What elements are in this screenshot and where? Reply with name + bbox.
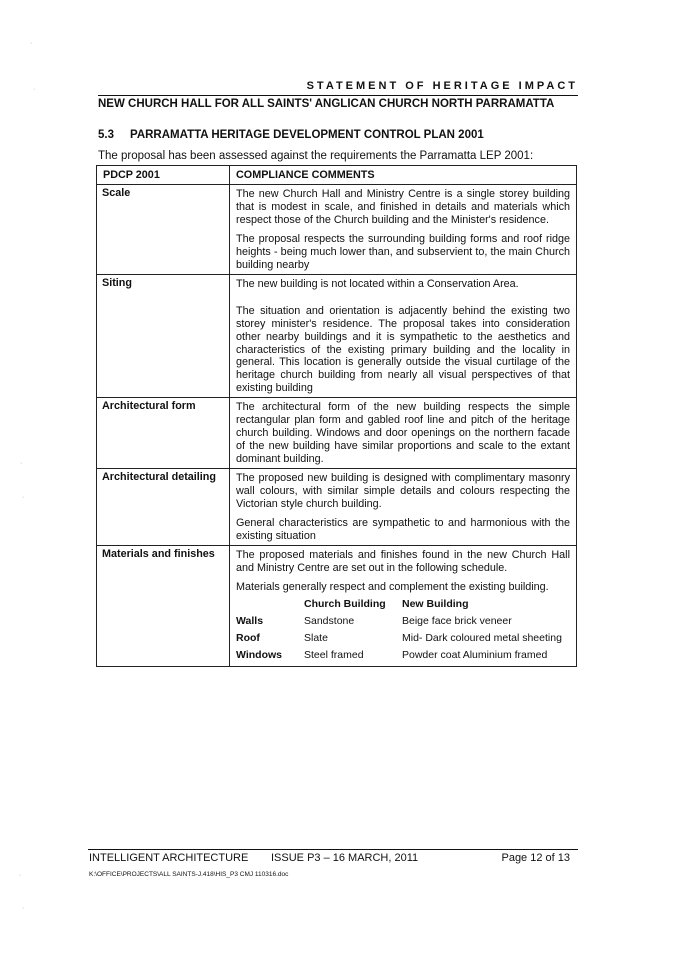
- materials-schedule: [236, 596, 570, 664]
- document-type: STATEMENT OF HERITAGE IMPACT: [306, 80, 578, 92]
- row-label: Architectural detailing: [97, 469, 230, 546]
- scan-mark: ·: [19, 872, 22, 879]
- table-header-row: [97, 166, 577, 185]
- footer-company: INTELLIGENT ARCHITECTURE: [89, 852, 249, 864]
- footer-file-path: K:\OFFICE\PROJECTS\ALL SAINTS-J.418\HIS_P3 CMJ 110316.doc: [89, 871, 289, 878]
- table-row-materials: [97, 545, 577, 666]
- row-label: Architectural form: [97, 398, 230, 469]
- comment-paragraph: The new Church Hall and Ministry Centre is a single storey building that is modest in scale, and finished in details and materials which respect those of the Church building and the Minister's residence.: [236, 188, 570, 226]
- comment-paragraph: The proposal respects the surrounding building forms and roof ridge heights - being much lower than, and subservient to, the main Church building nearby: [236, 232, 570, 271]
- comment-paragraph: The architectural form of the new building respects the simple rectangular plan form and gabled roof line and pitch of the heritage church building. Windows and door openings on the northern facade of the new building have similar proportions and scale to the extant dominant building.: [236, 401, 570, 466]
- scan-mark: ·: [22, 494, 25, 501]
- table-row-siting: [97, 274, 577, 398]
- schedule-church: Slate: [304, 631, 328, 644]
- schedule-new: Powder coat Aluminium framed: [402, 648, 548, 661]
- column-header-comments: COMPLIANCE COMMENTS: [230, 166, 577, 185]
- schedule-item: Walls: [236, 614, 264, 627]
- table-row-architectural-form: [97, 398, 577, 469]
- row-label: Scale: [97, 185, 230, 275]
- header-rule: [98, 95, 578, 96]
- schedule-header: Church Building: [304, 597, 386, 610]
- schedule-church: Steel framed: [304, 648, 364, 661]
- scan-mark: ·: [33, 86, 36, 93]
- comment-paragraph: The new building is not located within a Conservation Area.: [236, 277, 519, 290]
- row-comments: [230, 398, 577, 469]
- schedule-row: [236, 613, 570, 630]
- schedule-row: [236, 630, 570, 647]
- comment-paragraph: The situation and orientation is adjacently behind the existing two storey minister's residence. The proposal takes into consideration other nearby buildings and it is sympathetic to the aesthetics and characteristics of the existing primary building and the locality in general. This location is generally outside the visual curtilage of the heritage church building from nearly all visual perspectives of that existing building: [236, 304, 570, 395]
- schedule-header-row: [236, 596, 570, 613]
- document-title: NEW CHURCH HALL FOR ALL SAINTS' ANGLICAN CHURCH NORTH PARRAMATTA: [98, 98, 555, 110]
- comment-paragraph: The proposed new building is designed with complimentary masonry wall colours, with similar simple details and colours respecting the Victorian style church building.: [236, 472, 570, 511]
- row-label: Siting: [97, 274, 230, 398]
- comment-paragraph: The proposed materials and finishes found in the new Church Hall and Ministry Centre are set out in the following schedule.: [236, 548, 570, 574]
- scan-mark: ·: [20, 460, 23, 467]
- footer-issue: ISSUE P3 – 16 MARCH, 2011: [271, 852, 419, 864]
- row-comments: [230, 545, 577, 666]
- footer-rule: [88, 849, 578, 850]
- schedule-header: New Building: [402, 597, 469, 610]
- table-row-scale: [97, 185, 577, 275]
- schedule-header: [236, 596, 304, 613]
- schedule-item: Roof: [236, 631, 260, 644]
- section-intro: The proposal has been assessed against the requirements the Parramatta LEP 2001:: [98, 150, 534, 162]
- scan-mark: ·: [22, 905, 25, 912]
- schedule-new: Mid- Dark coloured metal sheeting: [402, 631, 562, 644]
- schedule-item: Windows: [236, 648, 282, 661]
- comment-paragraph: Materials generally respect and complement the existing building.: [236, 580, 549, 593]
- footer-page-number: Page 12 of 13: [501, 852, 570, 864]
- section-title: PARRAMATTA HERITAGE DEVELOPMENT CONTROL PLAN 2001: [130, 129, 484, 141]
- row-comments: [230, 469, 577, 546]
- schedule-new: Beige face brick veneer: [402, 614, 512, 627]
- schedule-church: Sandstone: [304, 614, 355, 627]
- scan-mark: ·: [30, 40, 33, 47]
- schedule-row: [236, 647, 570, 664]
- row-label: Materials and finishes: [97, 545, 230, 666]
- row-comments: [230, 274, 577, 398]
- column-header-pdcp: PDCP 2001: [97, 166, 230, 185]
- table-row-architectural-detailing: [97, 469, 577, 546]
- compliance-table: [96, 165, 577, 667]
- section-number: 5.3: [98, 129, 114, 141]
- row-comments: [230, 185, 577, 275]
- comment-paragraph: General characteristics are sympathetic to and harmonious with the existing situation: [236, 516, 570, 542]
